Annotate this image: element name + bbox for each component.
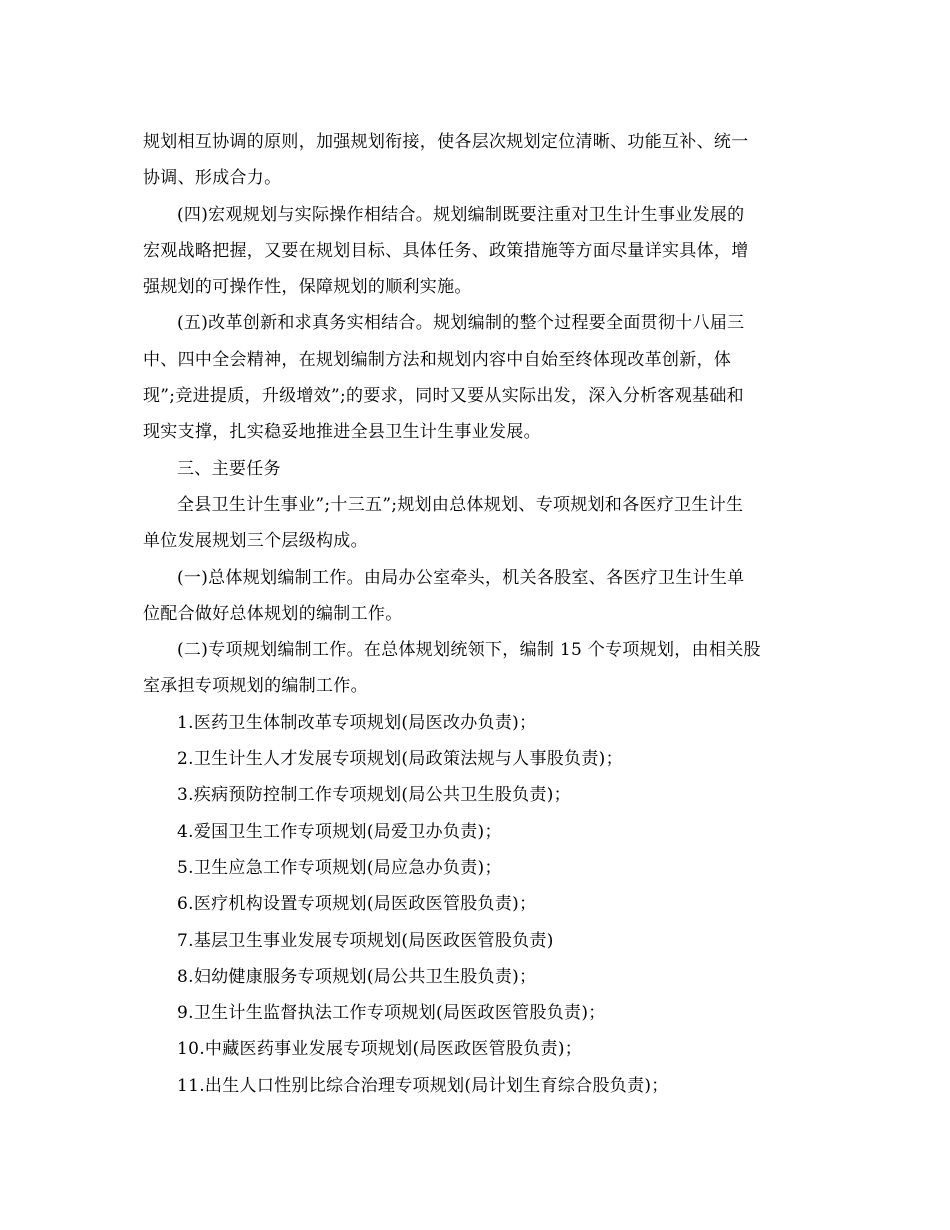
text-line: 室承担专项规划的编制工作。	[143, 676, 368, 697]
text-line: 6.医疗机构设置专项规划(局医政医管股负责)；	[177, 894, 537, 915]
text-line: 协调、形成合力。	[143, 168, 282, 189]
document-body	[143, 124, 803, 1104]
text-line: 全县卫生计生事业”;十三五”;规划由总体规划、专项规划和各医疗卫生计生	[177, 494, 744, 515]
text-line: 中、四中全会精神，在规划编制方法和规划内容中自始至终体现改革创新，体	[143, 349, 732, 370]
text-line: (一)总体规划编制工作。由局办公室牵头，机关各股室、各医疗卫生计生单	[177, 567, 745, 588]
text-line: 7.基层卫生事业发展专项规划(局医政医管股负责)	[177, 930, 554, 951]
text-line: 三、主要任务	[177, 458, 281, 479]
text-line: 9.卫生计生监督执法工作专项规划(局医政医管股负责)；	[177, 1003, 606, 1024]
text-line: (五)改革创新和求真务实相结合。规划编制的整个过程要全面贯彻十八届三	[177, 313, 745, 334]
text-line: 2.卫生计生人才发展专项规划(局政策法规与人事股负责)；	[177, 749, 623, 770]
text-line: 1.医药卫生体制改革专项规划(局医改办负责)；	[177, 712, 537, 733]
text-line: 4.爱国卫生工作专项规划(局爱卫办负责)；	[177, 821, 502, 842]
text-line: (二)专项规划编制工作。在总体规划统领下，编制 15 个专项规划，由相关股	[177, 640, 761, 661]
text-line: 强规划的可操作性，保障规划的顺利实施。	[143, 277, 472, 298]
text-line: 规划相互协调的原则，加强规划衔接，使各层次规划定位清晰、功能互补、统一	[143, 132, 749, 152]
text-line: 10.中藏医药事业发展专项规划(局医政医管股负责)；	[177, 1039, 583, 1060]
text-line: 现实支撑，扎实稳妥地推进全县卫生计生事业发展。	[143, 422, 541, 443]
text-line: 11.出生人口性别比综合治理专项规划(局计划生育综合股负责)；	[177, 1075, 669, 1096]
text-line: 宏观战略把握，又要在规划目标、具体任务、政策措施等方面尽量详实具体，增	[143, 240, 749, 261]
text-line: 现”;竞进提质，升级增效”;的要求，同时又要从实际出发，深入分析客观基础和	[143, 386, 744, 407]
text-line: 5.卫生应急工作专项规划(局应急办负责)；	[177, 857, 502, 878]
text-line: 位配合做好总体规划的编制工作。	[143, 603, 403, 624]
text-line: 单位发展规划三个层级构成。	[143, 531, 368, 552]
text-line: (四)宏观规划与实际操作相结合。规划编制既要注重对卫生计生事业发展的	[177, 204, 745, 225]
text-line: 3.疾病预防控制工作专项规划(局公共卫生股负责)；	[177, 785, 571, 806]
text-line: 8.妇幼健康服务专项规划(局公共卫生股负责)；	[177, 966, 537, 987]
